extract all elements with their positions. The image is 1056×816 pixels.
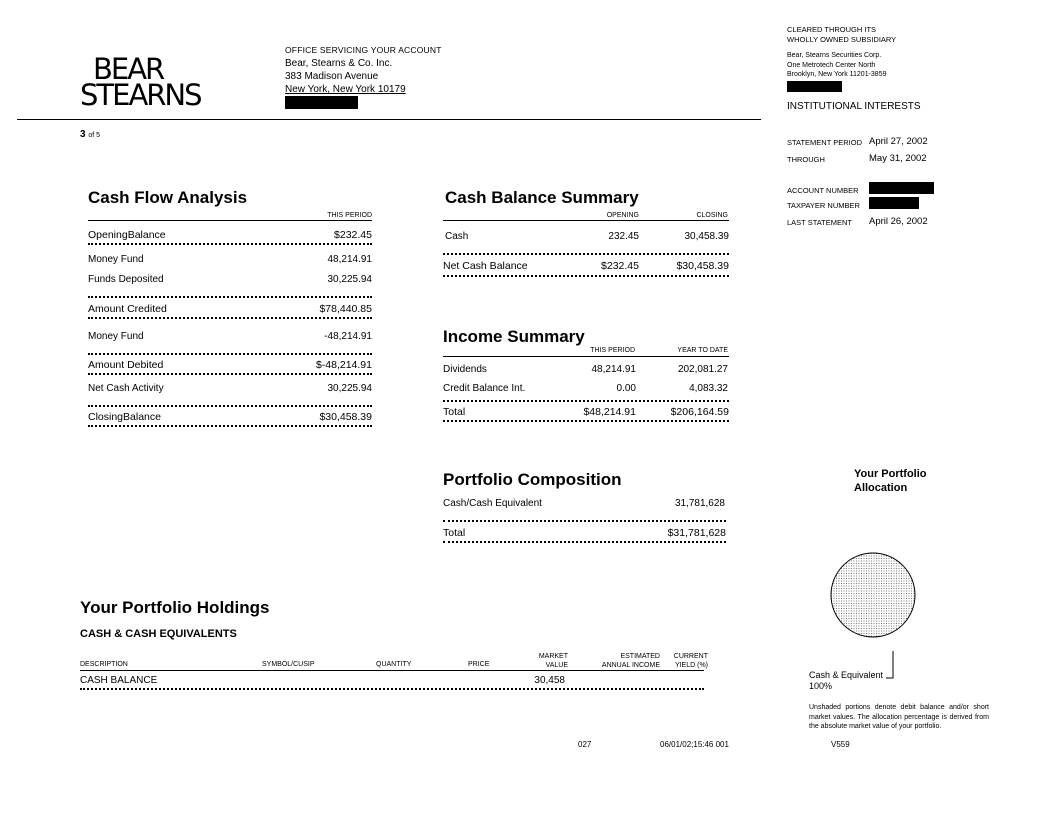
page-number: 3 <box>80 129 86 140</box>
redacted-block <box>869 182 934 194</box>
cash-flow-col-header: THIS PERIOD <box>327 212 372 219</box>
income-summary-title: Income Summary <box>443 327 585 346</box>
legend-leader-line <box>886 651 893 678</box>
footer-timestamp: 06/01/02;15:46 001 <box>660 740 729 749</box>
col-estimated-annual-income <box>580 652 660 670</box>
opening-balance-value: $232.45 <box>334 229 372 241</box>
logo-line-1: BEAR <box>93 52 164 86</box>
credit-balance-int-period-value: 0.00 <box>616 383 636 394</box>
net-cash-balance-label: Net Cash Balance <box>443 260 528 272</box>
cash-equivalent-value: 31,781,628 <box>674 498 725 509</box>
account-number-label: ACCOUNT NUMBER <box>787 186 859 195</box>
divider <box>88 405 372 407</box>
cleared-line-1: CLEARED THROUGH ITS <box>787 25 877 34</box>
office-city: New York, New York 10179 <box>285 84 406 95</box>
subsidiary-street: One Metrotech Center North <box>787 61 876 69</box>
col-eai-line-1: ESTIMATED <box>620 653 660 660</box>
money-fund-label: Money Fund <box>88 254 144 265</box>
money-fund-debit-value: -48,214.91 <box>324 331 372 342</box>
header-divider <box>17 119 761 120</box>
net-cash-activity-value: 30,225.94 <box>327 383 372 394</box>
redacted-block <box>869 197 919 209</box>
legend-percent: 100% <box>809 681 833 691</box>
closing-balance-label: ClosingBalance <box>88 411 161 423</box>
office-street: 383 Madison Avenue <box>285 71 379 82</box>
divider <box>88 243 372 245</box>
divider <box>88 317 372 319</box>
col-current-yield <box>660 652 708 670</box>
allocation-legend <box>809 670 883 692</box>
divider <box>443 253 729 255</box>
col-market-value-line-2: VALUE <box>545 662 568 669</box>
office-name: Bear, Stearns & Co. Inc. <box>285 58 393 69</box>
col-price: PRICE <box>468 661 490 668</box>
allocation-title-line-2: Allocation <box>854 482 908 494</box>
subsidiary-name: Bear, Stearns Securities Corp. <box>787 52 882 59</box>
holding-row-description: CASH BALANCE <box>80 675 158 686</box>
last-statement-value: April 26, 2002 <box>869 216 928 227</box>
col-cy-line-1: CURRENT <box>673 653 708 660</box>
col-symbol-cusip: SYMBOL/CUSIP <box>262 661 315 668</box>
footer-version: V559 <box>831 740 850 749</box>
income-total-label: Total <box>443 406 466 418</box>
funds-deposited-value: 30,225.94 <box>327 274 372 285</box>
legend-label: Cash & Equivalent <box>809 670 884 680</box>
divider <box>88 296 372 298</box>
holdings-title: Your Portfolio Holdings <box>80 598 270 617</box>
holdings-subtitle: CASH & CASH EQUIVALENTS <box>80 628 237 640</box>
income-total-period-value: $48,214.91 <box>583 406 636 418</box>
amount-debited-label: Amount Debited <box>88 359 164 371</box>
divider <box>88 373 372 375</box>
money-fund-debit-label: Money Fund <box>88 331 144 342</box>
divider <box>443 400 729 402</box>
opening-balance-label: OpeningBalance <box>88 229 166 241</box>
divider <box>443 541 726 543</box>
col-quantity: QUANTITY <box>376 661 412 668</box>
subsidiary-city: Brooklyn, New York 11201-3859 <box>787 71 887 78</box>
cash-closing-value: 30,458.39 <box>684 231 729 242</box>
allocation-title-line-1: Your Portfolio <box>854 468 927 480</box>
portfolio-total-label: Total <box>443 527 466 539</box>
portfolio-total-value: $31,781,628 <box>667 527 726 539</box>
dividends-ytd-value: 202,081.27 <box>677 364 728 375</box>
col-description: DESCRIPTION <box>80 661 128 668</box>
cleared-line-2: WHOLLY OWNED SUBSIDIARY <box>787 35 897 44</box>
divider <box>443 520 726 522</box>
divider <box>443 220 729 221</box>
divider <box>443 275 729 277</box>
divider <box>88 220 372 221</box>
through-value: May 31, 2002 <box>869 153 927 164</box>
cash-balance-col-opening: OPENING <box>606 212 639 219</box>
col-market-value-line-1: MARKET <box>538 653 568 660</box>
statement-period-label: STATEMENT PERIOD <box>787 138 863 147</box>
net-cash-activity-label: Net Cash Activity <box>88 383 164 394</box>
allocation-title <box>854 467 927 495</box>
divider <box>443 420 729 422</box>
money-fund-value: 48,214.91 <box>327 254 372 265</box>
divider <box>80 688 704 690</box>
statement-period-value: April 27, 2002 <box>869 136 928 147</box>
allocation-pie-chart <box>826 548 920 688</box>
divider <box>88 353 372 355</box>
net-cash-closing-value: $30,458.39 <box>676 260 729 272</box>
dividends-period-value: 48,214.91 <box>591 364 636 375</box>
divider <box>443 356 729 357</box>
amount-credited-value: $78,440.85 <box>319 303 372 315</box>
footer-code: 027 <box>578 740 592 749</box>
office-address <box>285 44 442 113</box>
bear-stearns-logo <box>80 52 201 112</box>
income-total-ytd-value: $206,164.59 <box>670 406 729 418</box>
logo-line-2: STEARNS <box>80 78 201 112</box>
col-market-value <box>500 652 568 670</box>
cash-balance-col-closing: CLOSING <box>696 212 728 219</box>
funds-deposited-label: Funds Deposited <box>88 274 164 285</box>
redacted-block <box>285 96 358 109</box>
cash-label: Cash <box>445 231 469 242</box>
col-cy-line-2: YIELD (%) <box>674 662 708 669</box>
page-of: of 5 <box>88 132 101 139</box>
cash-equivalent-label: Cash/Cash Equivalent <box>443 498 542 509</box>
taxpayer-number-label: TAXPAYER NUMBER <box>787 201 860 210</box>
divider <box>88 425 372 427</box>
clearing-info <box>787 25 896 95</box>
account-name: INSTITUTIONAL INTERESTS <box>787 101 921 112</box>
pie-slice-cash-equivalent <box>831 553 915 637</box>
page-indicator <box>80 129 100 140</box>
office-heading: OFFICE SERVICING YOUR ACCOUNT <box>285 45 442 55</box>
credit-balance-int-label: Credit Balance Int. <box>443 383 526 394</box>
amount-credited-label: Amount Credited <box>88 303 167 315</box>
portfolio-composition-title: Portfolio Composition <box>443 470 622 489</box>
net-cash-opening-value: $232.45 <box>601 260 639 272</box>
through-label: THROUGH <box>787 155 825 164</box>
cash-balance-title: Cash Balance Summary <box>445 188 639 207</box>
redacted-block <box>787 81 842 92</box>
holding-row-market-value: 30,458 <box>534 675 565 686</box>
allocation-note: Unshaded portions denote debit balance and/or short market values. The allocation percentage is derived from the absolute market value of your portfolio. <box>809 704 989 730</box>
income-col-ytd: YEAR TO DATE <box>677 347 728 354</box>
col-eai-line-2: ANNUAL INCOME <box>601 662 660 669</box>
dividends-label: Dividends <box>443 364 487 375</box>
cash-opening-value: 232.45 <box>608 231 639 242</box>
closing-balance-value: $30,458.39 <box>319 411 372 423</box>
credit-balance-int-ytd-value: 4,083.32 <box>689 383 728 394</box>
amount-debited-value: $-48,214.91 <box>315 359 372 371</box>
last-statement-label: LAST STATEMENT <box>787 218 853 227</box>
income-col-period: THIS PERIOD <box>590 347 635 354</box>
divider <box>80 670 704 671</box>
cash-flow-title: Cash Flow Analysis <box>88 188 248 207</box>
